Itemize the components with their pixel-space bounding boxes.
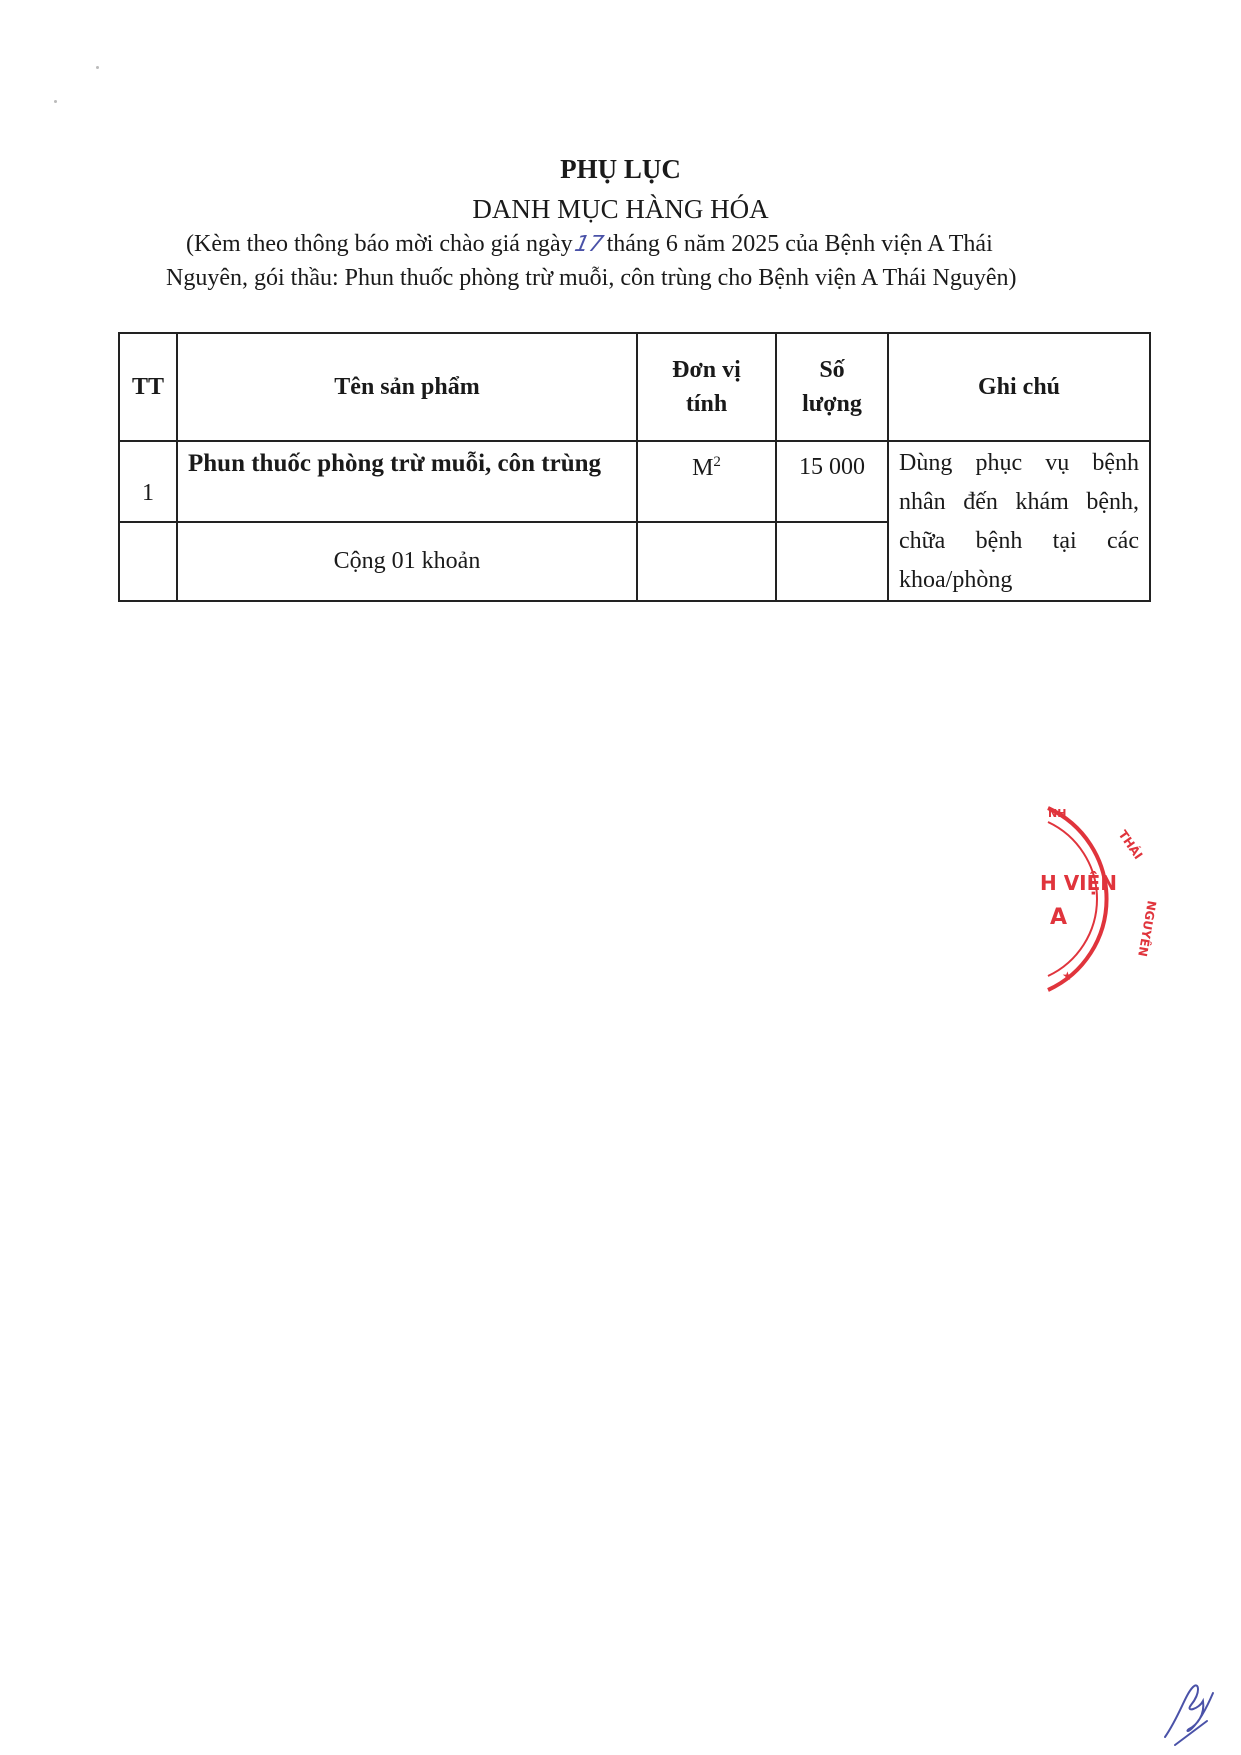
row-product-name: Phun thuốc phòng trừ muỗi, côn trùng [177,441,637,522]
scan-speck [96,66,99,69]
header-unit-line1: Đơn vị [672,357,741,383]
stamp-center-line1: H VIỆN [1040,871,1118,895]
header-note: Ghi chú [888,333,1150,441]
row-unit-exponent: 2 [713,454,721,470]
reference-line-1 [186,231,993,258]
stamp-top-text: NH [1048,807,1067,820]
header-unit-line2: tính [685,391,728,417]
scan-speck [54,100,57,103]
table-row [119,441,1150,522]
page-title: PHỤ LỤC [560,154,681,184]
reference-text-a: (Kèm theo thông báo mời chào giá ngày [186,231,573,257]
reference-text-b: tháng 6 năm 2025 của Bệnh viện A Thái [606,231,993,257]
header-qty-line1: Số [819,357,845,383]
initial-signature [1155,1675,1225,1750]
total-unit-empty [637,522,776,601]
row-tt: 1 [119,441,177,522]
table-header-row [119,333,1150,441]
header-qty-line2: lượng [802,391,862,417]
row-unit-base: M [692,455,714,481]
total-label: Cộng 01 khoản [177,522,637,601]
row-note: Dùng phục vụ bệnh nhân đến khám bệnh, chữa bệnh tại các khoa/phòng [888,441,1150,601]
stamp-ring-text-bottom: NGUYÊN [1135,899,1159,958]
header-unit [637,333,776,441]
handwritten-day: 17 [571,232,606,257]
total-qty-empty [776,522,888,601]
row-quantity: 15 000 [776,441,888,522]
reference-line-2: Nguyên, gói thầu: Phun thuốc phòng trừ muỗi, côn trùng cho Bệnh viện A Thái Nguyên) [166,265,1017,291]
header-quantity [776,333,888,441]
stamp-center-line2: A [1050,905,1068,930]
goods-table [118,332,1151,602]
header-product-name: Tên sản phẩm [177,333,637,441]
stamp-ring-text-top: THÁI [1115,827,1146,862]
header-tt: TT [119,333,177,441]
stamp-star-icon: ★ [1062,969,1073,983]
hospital-stamp [1030,800,1170,1000]
row-unit [637,441,776,522]
total-tt-empty [119,522,177,601]
page-subtitle: DANH MỤC HÀNG HÓA [472,194,769,224]
